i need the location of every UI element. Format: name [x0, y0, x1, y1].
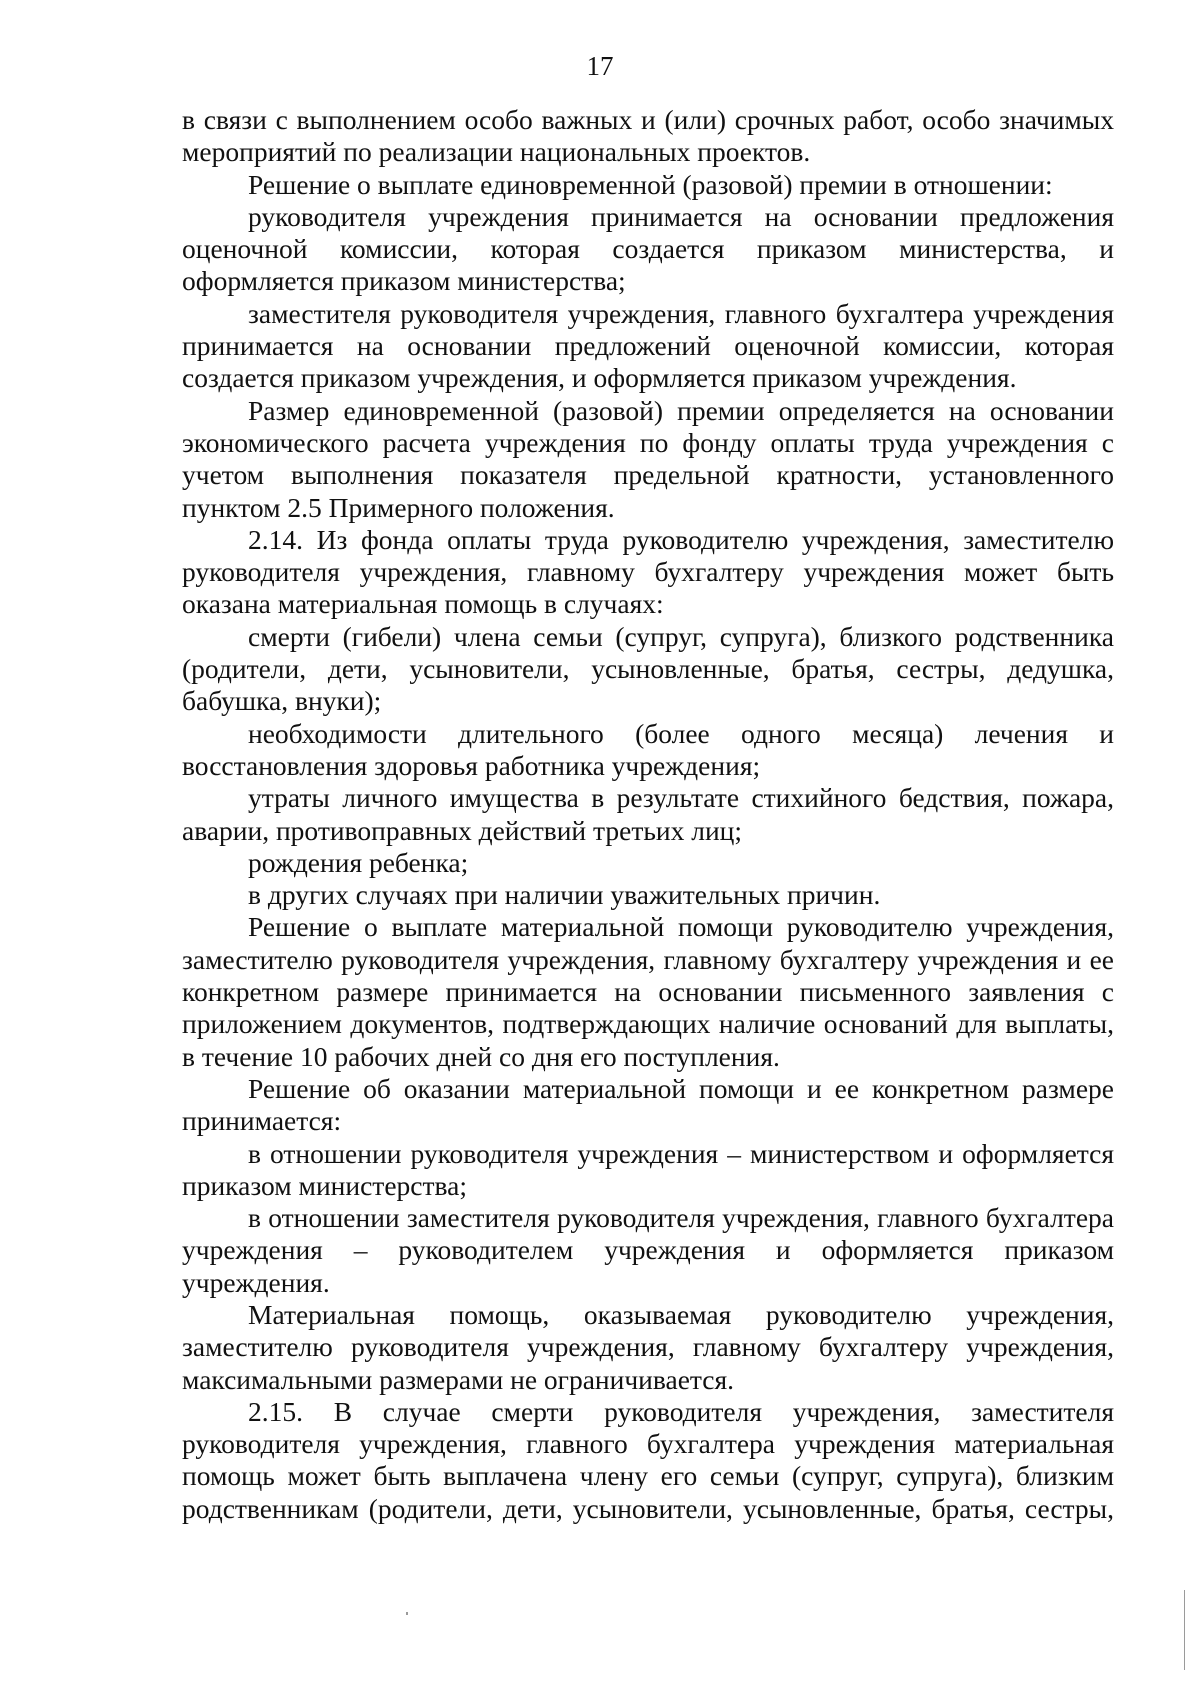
- paragraph: 2.15. В случае смерти руководителя учреждения, заместителя руководителя учреждения, главного бухгалтера учреждения материальная помощь может быть выплачена члену его семьи (супруг, супруга), близким родственникам (родители, дети, усыновители, усыновленные, братья, сестры,: [182, 1395, 1114, 1524]
- paragraph: заместителя руководителя учреждения, главного бухгалтера учреждения принимается на основании предложений оценочной комиссии, которая создается приказом учреждения, и оформляется приказом учреждения.: [182, 297, 1114, 394]
- page-number: 17: [586, 51, 614, 81]
- paragraph: руководителя учреждения принимается на основании предложения оценочной комиссии, которая создается приказом министерства, и оформляется приказом министерства;: [182, 200, 1114, 297]
- paragraph: Размер единовременной (разовой) премии определяется на основании экономического расчета учреждения по фонду оплаты труда учреждения с учетом выполнения показателя предельной кратности, установленного пунктом 2.5 Примерного положения.: [182, 394, 1114, 523]
- list-item: в отношении заместителя руководителя учреждения, главного бухгалтера учреждения – руководителем учреждения и оформляется приказом учреждения.: [182, 1202, 1114, 1298]
- list-item: необходимости длительного (более одного месяца) лечения и восстановления здоровья работника учреждения;: [182, 717, 1114, 781]
- list-item: в отношении руководителя учреждения – министерством и оформляется приказом министерства;: [182, 1137, 1114, 1201]
- scan-edge-mark: [1184, 1590, 1185, 1670]
- list-item: рождения ребенка;: [248, 846, 469, 878]
- paragraph-continuation: в связи с выполнением особо важных и (или) срочных работ, особо значимых мероприятий по реализации национальных проектов.: [182, 104, 1114, 168]
- scan-dust-mark: [406, 1612, 408, 1615]
- document-body: [182, 104, 1114, 1525]
- paragraph: Решение о выплате единовременной (разовой) премии в отношении:: [248, 168, 1053, 200]
- list-item: утраты личного имущества в результате стихийного бедствия, пожара, аварии, противоправных действий третьих лиц;: [182, 782, 1114, 846]
- paragraph: 2.14. Из фонда оплаты труда руководителю учреждения, заместителю руководителя учреждения, главному бухгалтеру учреждения может быть оказана материальная помощь в случаях:: [182, 523, 1114, 620]
- paragraph: Решение об оказании материальной помощи и ее конкретном размере принимается:: [182, 1072, 1114, 1137]
- paragraph: Материальная помощь, оказываемая руководителю учреждения, заместителю руководителя учреждения, главному бухгалтеру учреждения, максимальными размерами не ограничивается.: [182, 1298, 1114, 1395]
- list-item: смерти (гибели) члена семьи (супруг, супруга), близкого родственника (родители, дети, усыновители, усыновленные, братья, сестры, дедушка, бабушка, внуки);: [182, 620, 1114, 717]
- paragraph: Решение о выплате материальной помощи руководителю учреждения, заместителю руководителя учреждения, главному бухгалтеру учреждения и ее конкретном размере принимается на основании письменного заявления с приложением документов, подтверждающих наличие оснований для выплаты, в течение 10 рабочих дней со дня его поступления.: [182, 911, 1114, 1072]
- list-item: в других случаях при наличии уважительных причин.: [248, 879, 881, 911]
